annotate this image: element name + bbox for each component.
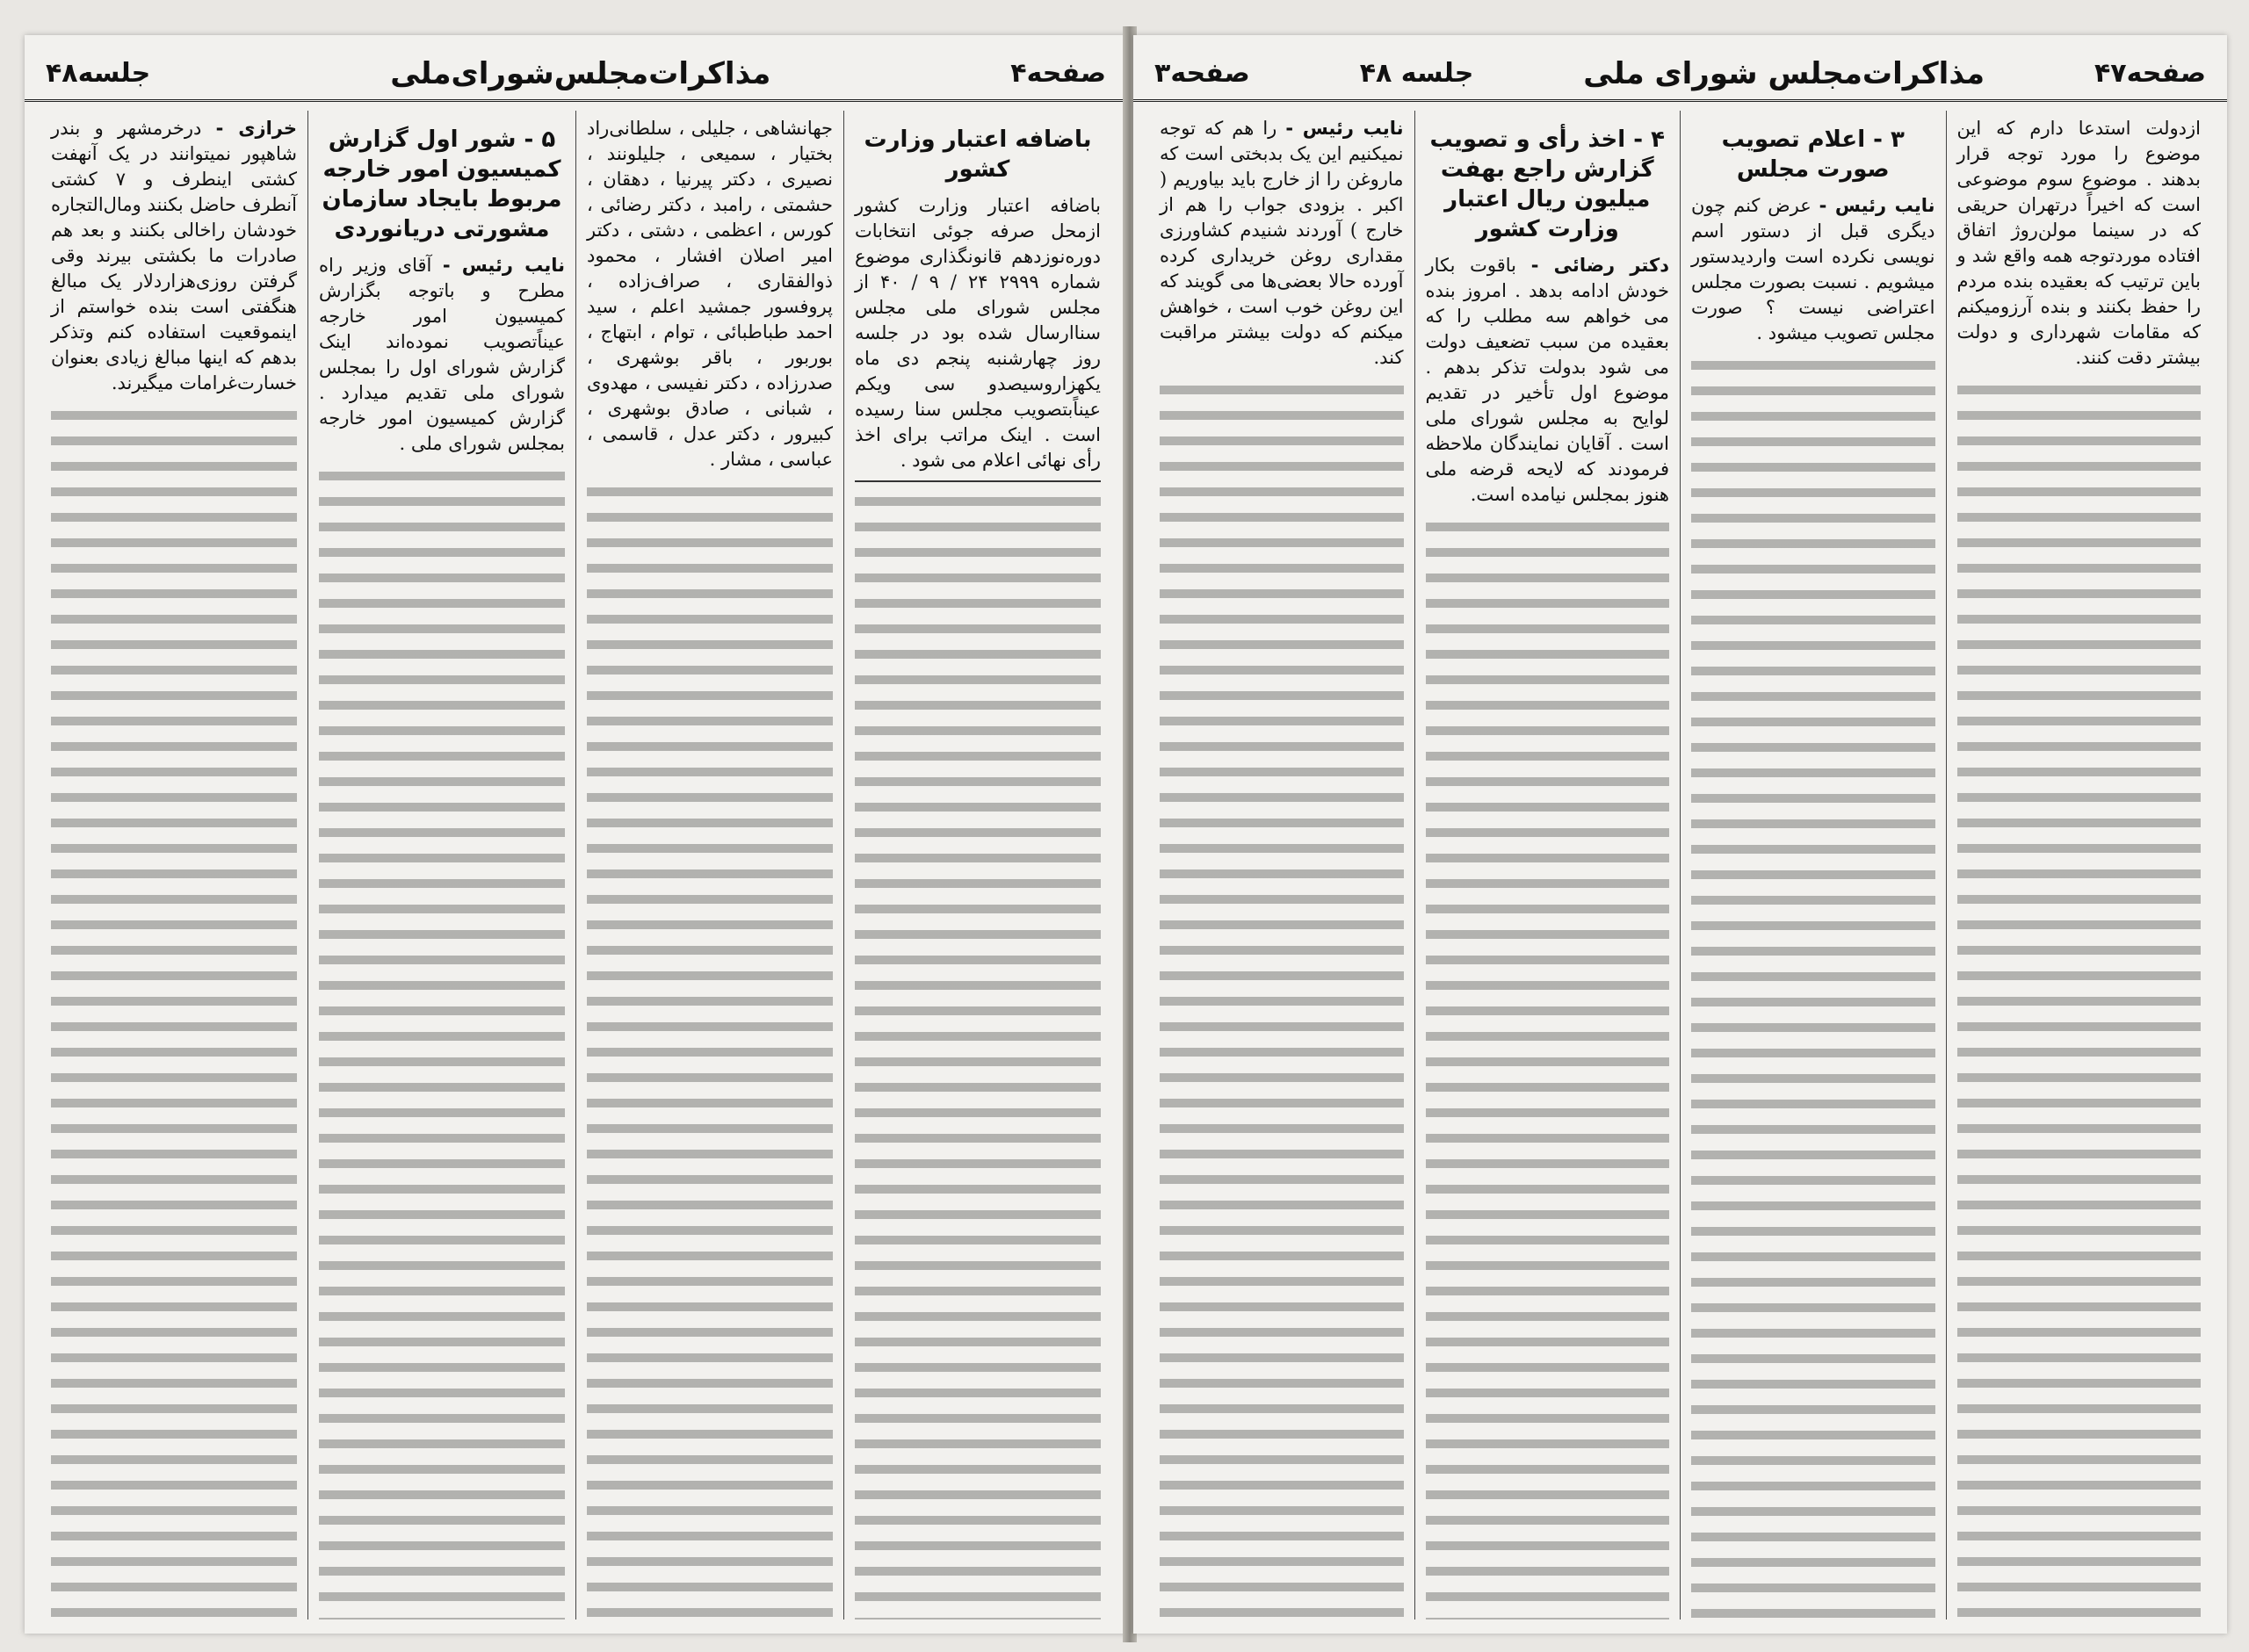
- right-column-4: [1149, 111, 1414, 1620]
- speaker-name: نایب رئیس -: [1819, 195, 1935, 216]
- column-heading: ۳ - اعلام تصویب صورت مجلس: [1721, 126, 1905, 183]
- column-heading: باضافه اعتبار وزارت کشور: [864, 126, 1092, 183]
- left-session-label: جلسه۴۸: [46, 58, 151, 89]
- column-text: جهانشاهی ، جلیلی ، سلطانی‌راد بختیار ، سمیعی ، جلیلونند ، نصیری ، دکتر پیرنیا ، دهقان ، حشمتی ، رامبد ، دکتر رضائی ، کورس ، اعظمی ، دشتی ، دکتر امیر اصلان افشار ، محمود ذوالفقاری ، صراف‌زاده ، پروفسور جمشید اعلم ، سید احمد طباطبائی ، توام ، ابتهاج ، بوربور ، باقر بوشهری ، صدرزاده ، دکتر نفیسی ، مهدوی ، شبانی ، صادق بوشهری ، کبیرور ، دکتر عدل ، قاسمی ، عباسی ، مشار .: [587, 118, 833, 470]
- left-page-title: مذاکرات‌مجلس‌شورای‌ملی: [390, 55, 771, 91]
- column-heading: ۵ - شور اول گزارش کمیسیون امور خارجه مربوط بایجاد سازمان مشورتی دریانوردی: [322, 126, 562, 242]
- right-page-columns: [1149, 111, 2211, 1620]
- speaker-name: نایب رئیس -: [442, 255, 565, 276]
- right-page-header: [1133, 47, 2227, 102]
- left-page-label: صفحه۴: [1010, 58, 1106, 89]
- column-text-lines: [1691, 353, 1935, 1620]
- column-text: عرض کنم چون دیگری قبل از دستور اسم نویسی نکرده است واردیدستور میشویم . نسبت بصورت مجلس اعتراضی نیست ؟ صورت مجلس تصویب میشود .: [1691, 195, 1935, 343]
- column-text-lines: [1160, 378, 1404, 1620]
- column-text-lines: [587, 480, 833, 1620]
- left-column-2: [575, 111, 843, 1620]
- left-page-header: [25, 47, 1127, 102]
- left-column-4: [40, 111, 307, 1620]
- column-text: باقوت بکار خودش ادامه بدهد . امروز بنده می خواهم سه مطلب را که بعقیده من سبب تضعیف دولت می شود بدولت تذکر بدهم . موضوع اول تأخیر در تقدیم لوایح به مجلس شورای ملی است . آقایان نمایندگان ملاحظه فرمودند که لایحه قرضه ملی هنوز بمجلس نیامده است.: [1425, 255, 1669, 505]
- right-page-label-2: صفحه۳: [1154, 58, 1250, 89]
- left-page: [25, 35, 1127, 1634]
- right-column-3: [1414, 111, 1681, 1620]
- left-page-columns: [40, 111, 1111, 1620]
- right-page: [1133, 35, 2227, 1634]
- column-text-lines: [855, 489, 1101, 1620]
- column-divider: [855, 480, 1101, 482]
- right-session-label: جلسه ۴۸: [1359, 58, 1474, 89]
- speaker-name: نایب رئیس -: [1285, 118, 1404, 139]
- column-heading: ۴ - اخذ رأی و تصویب گزارش راجع بهفت میلیون ریال اعتبار وزارت کشور: [1429, 126, 1665, 242]
- right-column-2: [1680, 111, 1946, 1620]
- speaker-name: دکتر رضائی -: [1530, 255, 1669, 276]
- column-text-lines: [51, 403, 297, 1620]
- right-page-label: صفحه۴۷: [2094, 58, 2206, 89]
- column-text-lines: [319, 464, 565, 1620]
- column-text-lines: [1426, 515, 1670, 1620]
- speaker-name: خرازی -: [215, 118, 297, 139]
- column-text: ازدولت استدعا دارم که این موضوع را مورد توجه قرار بدهند . موضوع سوم موضوعی است که اخیراً درتهران حریقی که در سینما مولن‌روژ اتفاق افتاده موردتوجه همه واقع شد و باین ترتیب که بعقیده بنده مردم را حفظ بکنند و بنده آرزومیکنم که مقامات شهرداری و دولت بیشتر دقت کنند.: [1956, 118, 2201, 368]
- column-text-lines: [1957, 378, 2202, 1620]
- left-column-1: [843, 111, 1111, 1620]
- right-page-title: مذاکرات‌مجلس شورای ملی: [1583, 55, 1985, 91]
- column-text: درخرمشهر و بندر شاهپور نمیتوانند در یک آنهفت کشتی اینطرف و ۷ کشتی آنطرف حاضل بکنند ومال‌التجاره خودشان راخالی بکنند و بعد هم صادرات ما بکشتی بیرند وقی گرفتن روزی‌هزاردلار یک مبالغ هنگفتی است بنده خواستم از اینموقعیت استفاده کنم وتذکر بدهم که اینها مبالغ زیادی بعنوان خسارت‌غرامات میگیرند.: [51, 118, 297, 393]
- column-text: آقای وزیر راه مطرح و باتوجه بگزارش کمیسیون امور خارجه عیناًتصویب نموده‌اند اینک گزارش شورای اول را بمجلس شورای ملی تقدیم میدارد . گزارش کمیسیون امور خارجه بمجلس شورای ملی .: [319, 255, 565, 454]
- right-column-1: [1946, 111, 2212, 1620]
- column-text: باضافه اعتبار وزارت کشور ازمحل صرفه جوئی انتخابات دوره‌نوزدهم قانونگذاری موضوع شماره ۲۹۹۹ ۲۴ / ۹ / ۴۰ از مجلس شورای ملی مجلس سناارسال شده بود در جلسه روز چهارشنبه پنجم دی ماه یکهزاروسیصدو سی ویکم عیناًبتصویب مجلس سنا رسیده است . اینک مراتب برای اخذ رأی نهائی اعلام می شود .: [855, 195, 1101, 471]
- column-text: را هم که توجه نمیکنیم این یک بدبختی است که ماروغن را از خارج باید بیاوریم ( اکبر . بزودی جواب را هم از خارج ) آوردند شنیدم کشاورزی مقداری روغن خریداری کرده آورده حالا بعضی‌ها می گویند که این روغن خوب است ، خواهش میکنم که دولت بیشتر مراقبت کند.: [1160, 118, 1404, 368]
- left-column-3: [307, 111, 575, 1620]
